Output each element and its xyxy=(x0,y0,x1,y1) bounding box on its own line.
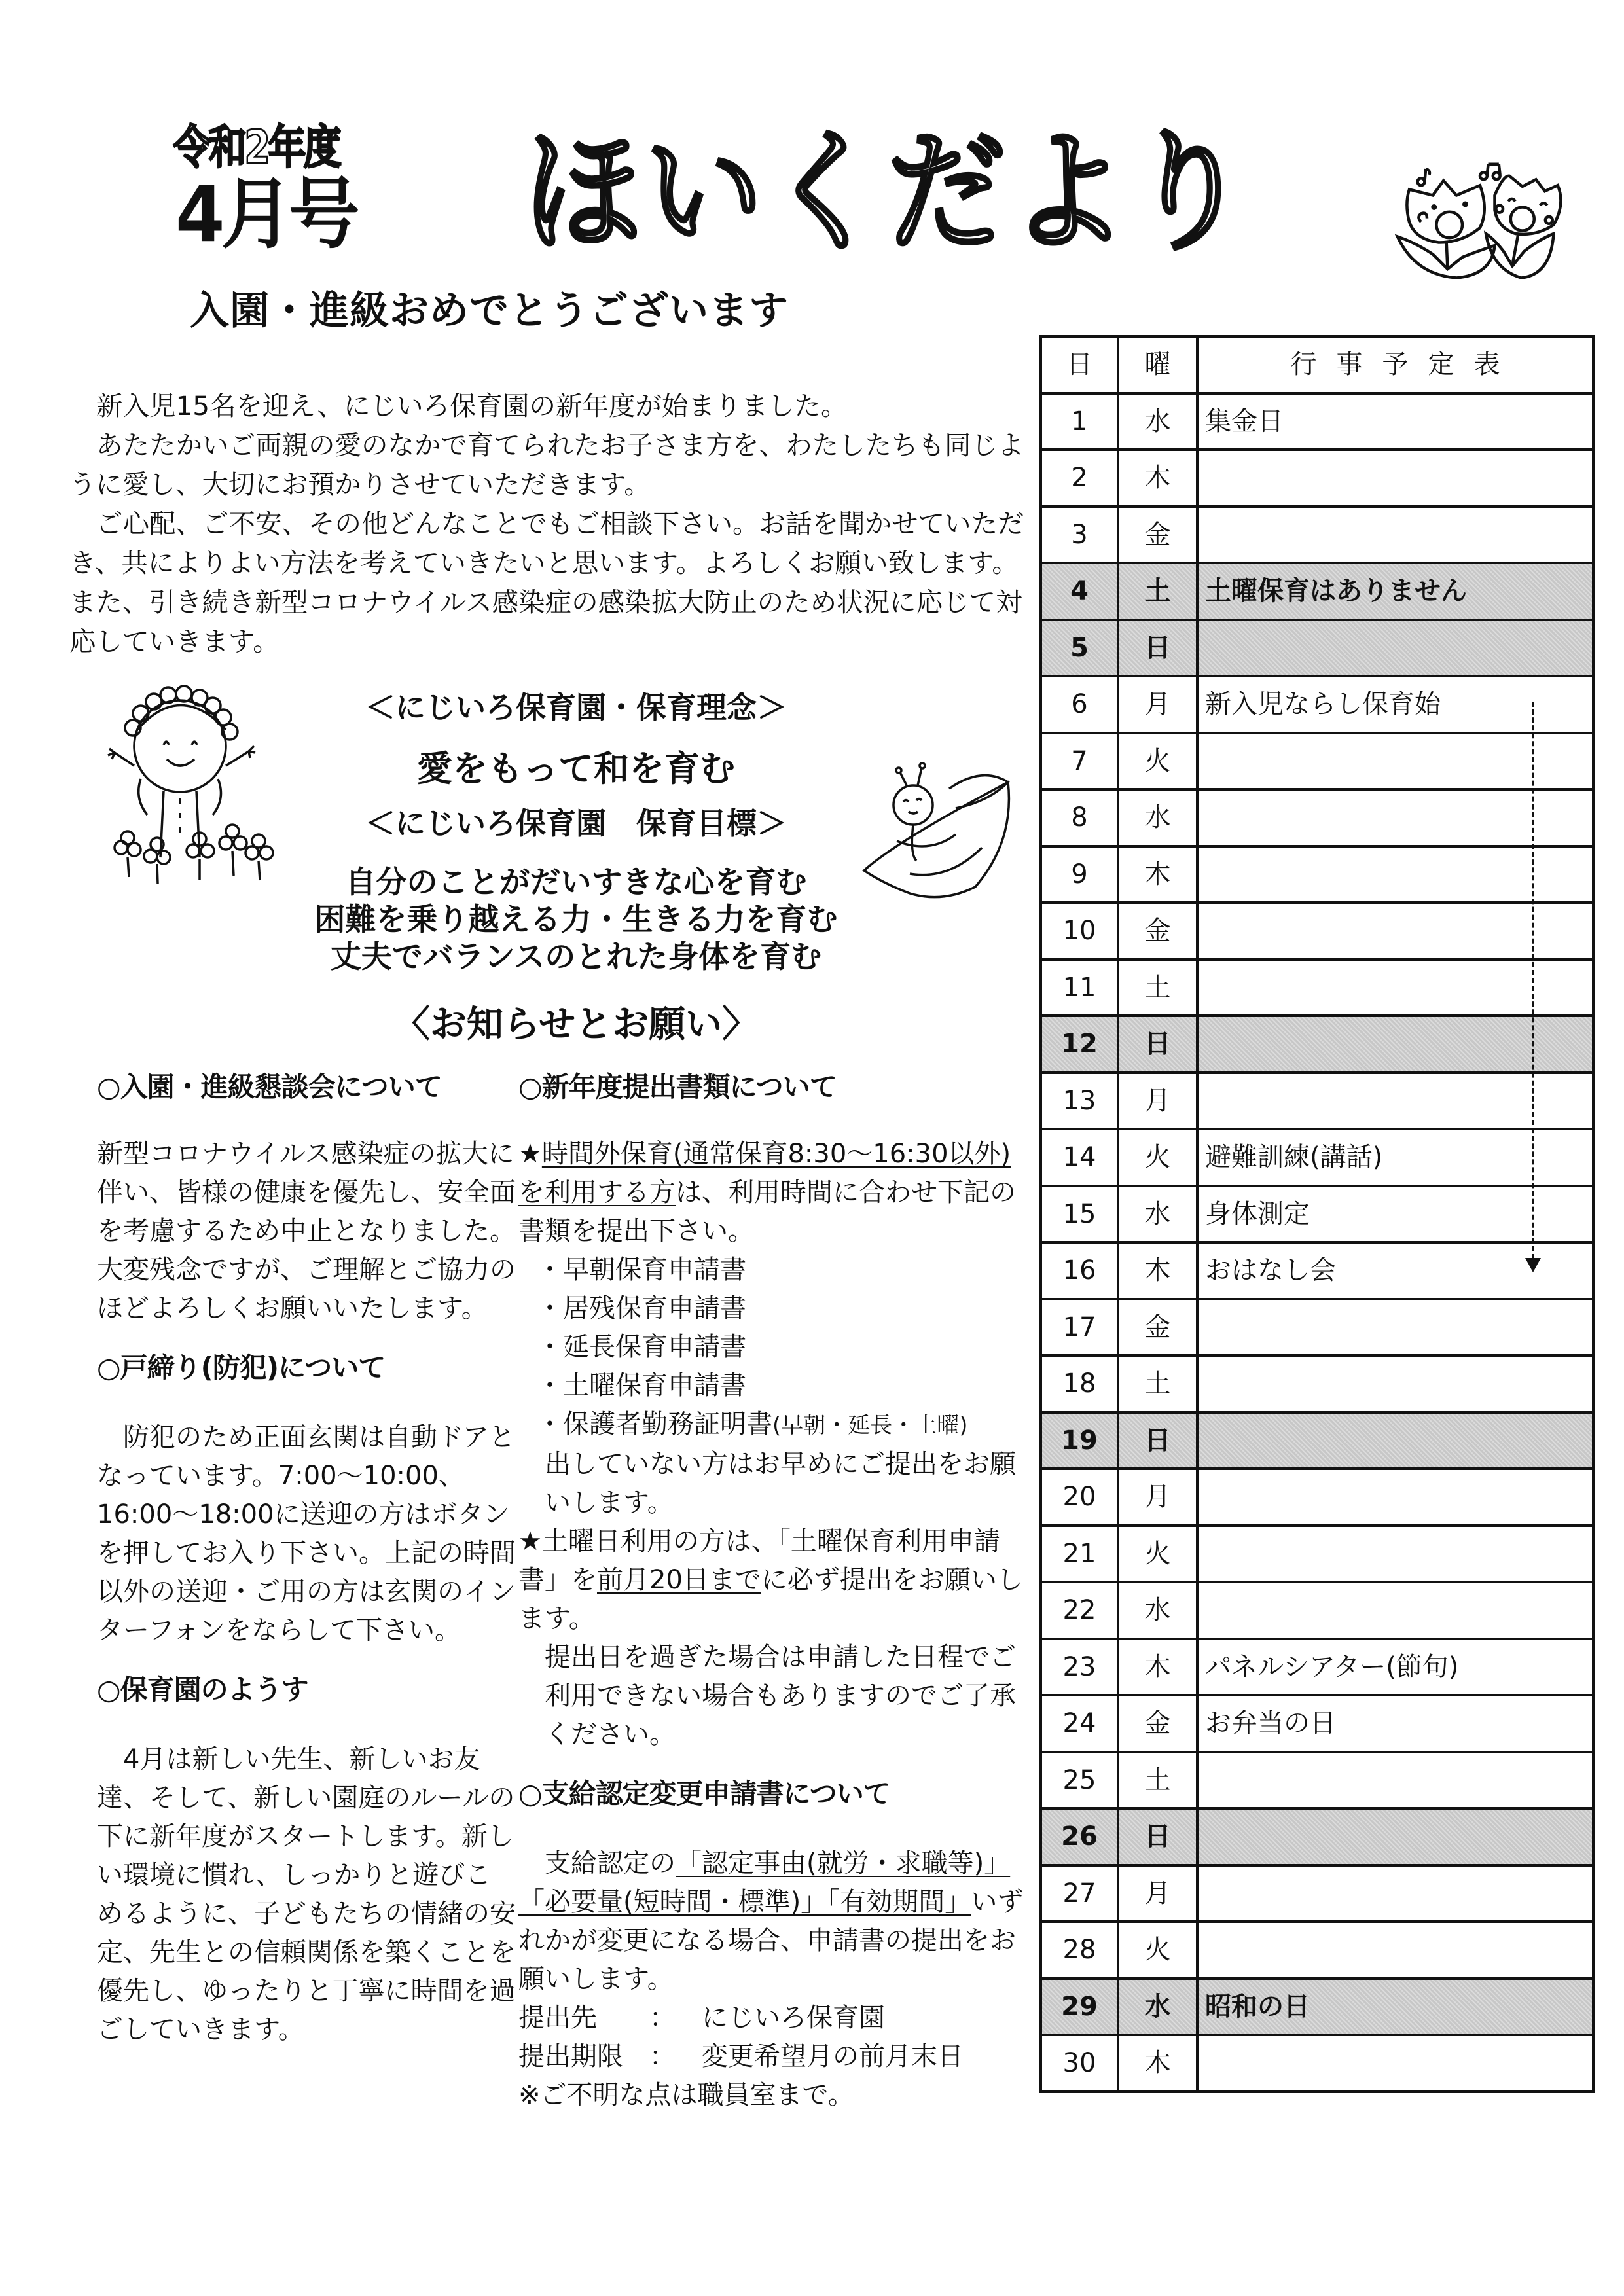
schedule-day-cell: 25 xyxy=(1041,1752,1118,1809)
greeting-paragraph: ご心配、ご不安、その他どんなことでもご相談下さい。お話を聞かせていただき、共によりよい方法を考えていきたいと思います。よろしくお願い致します。また、引き続き新型コロナウイルス感染症の感染拡大防止のため状況に応じて対応していきます。 xyxy=(69,508,1024,657)
documents-form-item: ・延長保育申請書 xyxy=(537,1332,746,1362)
documents-form-item: ・早朝保育申請書 xyxy=(537,1255,746,1285)
documents-hours-underlined: 時間外保育(通常保育8:30～16:30以外)を利用する方 xyxy=(518,1139,1011,1208)
greeting-title: 入園・進級おめでとうございます xyxy=(190,288,789,334)
schedule-event-cell: 集金日 xyxy=(1197,393,1593,450)
schedule-event-cell xyxy=(1197,1582,1593,1639)
schedule-weekday-cell: 火 xyxy=(1118,1526,1197,1583)
schedule-event-cell: 身体測定 xyxy=(1197,1186,1593,1243)
schedule-row xyxy=(1041,1695,1593,1752)
schedule-row xyxy=(1041,1979,1593,2036)
schedule-weekday-cell: 火 xyxy=(1118,1922,1197,1979)
star-icon: ★ xyxy=(518,1526,542,1556)
benefit-conditions-underlined: 「認定事由(就労・求職等)」「必要量(短時間・標準)」「有効期間」 xyxy=(518,1848,1011,1917)
employment-certificate-label: ・保護者勤務証明書 xyxy=(537,1409,772,1439)
contact-note: ※ご不明な点は職員室まで。 xyxy=(518,2080,854,2110)
schedule-day-cell: 4 xyxy=(1041,563,1118,620)
header-day: 日 xyxy=(1041,336,1118,393)
schedule-weekday-cell: 木 xyxy=(1118,1639,1197,1696)
schedule-weekday-cell: 金 xyxy=(1118,903,1197,960)
schedule-weekday-cell: 金 xyxy=(1118,1695,1197,1752)
schedule-day-cell: 5 xyxy=(1041,620,1118,677)
schedule-row xyxy=(1041,1016,1593,1073)
notices-column-right xyxy=(518,1073,1036,2115)
schedule-weekday-cell: 水 xyxy=(1118,789,1197,846)
schedule-day-cell: 19 xyxy=(1041,1412,1118,1469)
documents-saturday-note: ★土曜日利用の方は、「土曜保育利用申請書」を前月20日までに必ず提出をお願いします。 xyxy=(518,1526,1023,1634)
header-events: 行事予定表 xyxy=(1197,336,1593,393)
schedule-event-cell: 避難訓練(講話) xyxy=(1197,1129,1593,1186)
schedule-row xyxy=(1041,789,1593,846)
schedule-weekday-cell: 土 xyxy=(1118,563,1197,620)
schedule-day-cell: 16 xyxy=(1041,1242,1118,1299)
schedule-row xyxy=(1041,1299,1593,1356)
schedule-day-cell: 10 xyxy=(1041,903,1118,960)
schedule-day-cell: 8 xyxy=(1041,789,1118,846)
event-schedule-table xyxy=(1039,335,1595,2093)
schedule-row xyxy=(1041,846,1593,903)
meeting-section-body: 新型コロナウイルス感染症の拡大に伴い、皆様の健康を優先し、安全面を考慮するため中止となりました。大変残念ですが、ご理解とご協力のほどよろしくお願いいたします。 xyxy=(97,1139,516,1323)
documents-hours-note xyxy=(518,1135,1036,1251)
schedule-weekday-cell: 水 xyxy=(1118,1186,1197,1243)
schedule-row xyxy=(1041,393,1593,450)
schedule-event-cell xyxy=(1197,1469,1593,1526)
schedule-event-cell xyxy=(1197,1526,1593,1583)
schedule-weekday-cell: 水 xyxy=(1118,1582,1197,1639)
schedule-day-cell: 27 xyxy=(1041,1865,1118,1922)
schedule-day-cell: 26 xyxy=(1041,1808,1118,1865)
schedule-event-cell xyxy=(1197,507,1593,564)
schedule-day-cell: 17 xyxy=(1041,1299,1118,1356)
schedule-day-cell: 6 xyxy=(1041,676,1118,733)
schedule-weekday-cell: 日 xyxy=(1118,1412,1197,1469)
fiscal-year-label: 令和2年度 xyxy=(173,120,340,174)
schedule-row xyxy=(1041,563,1593,620)
greeting-paragraph: 新入児15名を迎え、にじいろ保育園の新年度が始まりました。 xyxy=(96,390,848,422)
benefit-section-body: 支給認定の「認定事由(就労・求職等)」「必要量(短時間・標準)」「有効期間」いずれかが変更になる場合、申請書の提出をお願いします。 xyxy=(518,1848,1024,1994)
goal-item: 自分のことがだいすきな心を育む xyxy=(345,865,807,901)
schedule-row xyxy=(1041,1922,1593,1979)
schedule-row xyxy=(1041,620,1593,677)
philosophy-heading: ＜にじいろ保育園・保育理念＞ xyxy=(365,690,787,725)
schedule-day-cell: 1 xyxy=(1041,393,1118,450)
schedule-row xyxy=(1041,1242,1593,1299)
schedule-row xyxy=(1041,2035,1593,2092)
philosophy-motto: 愛をもって和を育む xyxy=(417,748,735,789)
schedule-weekday-cell: 木 xyxy=(1118,1242,1197,1299)
schedule-day-cell: 20 xyxy=(1041,1469,1118,1526)
schedule-day-cell: 22 xyxy=(1041,1582,1118,1639)
schedule-row xyxy=(1041,1808,1593,1865)
schedule-day-cell: 30 xyxy=(1041,2035,1118,2092)
schedule-event-cell xyxy=(1197,1808,1593,1865)
schedule-weekday-cell: 土 xyxy=(1118,1355,1197,1412)
goal-item: 丈夫でバランスのとれた身体を育む xyxy=(330,939,822,975)
notices-heading: 〈お知らせとお願い〉 xyxy=(393,1003,759,1046)
schedule-weekday-cell: 木 xyxy=(1118,2035,1197,2092)
schedule-event-cell: 昭和の日 xyxy=(1197,1979,1593,2036)
documents-form-item xyxy=(518,1405,1036,1445)
schedule-day-cell: 28 xyxy=(1041,1922,1118,1979)
schedule-row xyxy=(1041,1752,1593,1809)
schedule-event-cell: お弁当の日 xyxy=(1197,1695,1593,1752)
schedule-row xyxy=(1041,1073,1593,1130)
schedule-weekday-cell: 木 xyxy=(1118,846,1197,903)
schedule-event-cell xyxy=(1197,1355,1593,1412)
schedule-row xyxy=(1041,1129,1593,1186)
deadline-row: 提出期限 ： 変更希望月の前月末日 xyxy=(518,2041,964,2072)
schedule-day-cell: 14 xyxy=(1041,1129,1118,1186)
schedule-event-cell xyxy=(1197,1752,1593,1809)
schedule-weekday-cell: 水 xyxy=(1118,393,1197,450)
nursery-section-heading: ○保育園のようす xyxy=(97,1674,308,1706)
schedule-weekday-cell: 金 xyxy=(1118,1299,1197,1356)
schedule-row xyxy=(1041,1526,1593,1583)
schedule-event-cell xyxy=(1197,1865,1593,1922)
notices-column-left xyxy=(97,1073,516,2049)
schedule-weekday-cell: 月 xyxy=(1118,1469,1197,1526)
schedule-row xyxy=(1041,1412,1593,1469)
schedule-row xyxy=(1041,960,1593,1016)
schedule-event-cell xyxy=(1197,2035,1593,2092)
schedule-header-row xyxy=(1041,336,1593,393)
documents-section-heading: ○新年度提出書類について xyxy=(518,1071,837,1103)
submit-to-row: 提出先 ： にじいろ保育園 xyxy=(518,2003,885,2033)
schedule-weekday-cell: 日 xyxy=(1118,620,1197,677)
schedule-day-cell: 15 xyxy=(1041,1186,1118,1243)
star-icon: ★ xyxy=(518,1139,542,1169)
newsletter-title: ほいくだより xyxy=(524,117,1252,269)
schedule-row xyxy=(1041,450,1593,507)
schedule-event-cell: パネルシアター(節句) xyxy=(1197,1639,1593,1696)
schedule-event-cell xyxy=(1197,620,1593,677)
schedule-weekday-cell: 日 xyxy=(1118,1016,1197,1073)
schedule-row xyxy=(1041,903,1593,960)
greeting-body xyxy=(69,386,1041,661)
documents-form-item: ・土曜保育申請書 xyxy=(537,1371,746,1401)
schedule-day-cell: 2 xyxy=(1041,450,1118,507)
schedule-weekday-cell: 土 xyxy=(1118,1752,1197,1809)
schedule-event-cell xyxy=(1197,1299,1593,1356)
schedule-weekday-cell: 月 xyxy=(1118,676,1197,733)
goal-item: 困難を乗り越える力・生きる力を育む xyxy=(314,902,838,938)
schedule-row xyxy=(1041,1355,1593,1412)
schedule-weekday-cell: 月 xyxy=(1118,1865,1197,1922)
goals-list xyxy=(249,864,903,976)
schedule-event-cell: 土曜保育はありません xyxy=(1197,563,1593,620)
schedule-weekday-cell: 日 xyxy=(1118,1808,1197,1865)
documents-forms-note: 出していない方はお早めにご提出をお願いします。 xyxy=(545,1449,1016,1518)
issue-month-label: 4月号 xyxy=(175,169,357,259)
duration-dashed-line xyxy=(1532,702,1534,1259)
schedule-day-cell: 13 xyxy=(1041,1073,1118,1130)
schedule-day-cell: 18 xyxy=(1041,1355,1118,1412)
schedule-weekday-cell: 月 xyxy=(1118,1073,1197,1130)
schedule-weekday-cell: 火 xyxy=(1118,1129,1197,1186)
security-section-body: 防犯のため正面玄関は自動ドアとなっています。7:00～10:00、16:00～18:00に送迎の方はボタンを押してお入り下さい。上記の時間以外の送迎・ご用の方は玄関のインターフォンをならして下さい。 xyxy=(97,1422,516,1645)
schedule-row xyxy=(1041,1582,1593,1639)
schedule-row xyxy=(1041,733,1593,790)
schedule-weekday-cell: 木 xyxy=(1118,450,1197,507)
schedule-event-cell: おはなし会 xyxy=(1197,1242,1593,1299)
schedule-event-cell: 新入児ならし保育始 xyxy=(1197,676,1593,733)
schedule-day-cell: 24 xyxy=(1041,1695,1118,1752)
schedule-row xyxy=(1041,507,1593,564)
security-section-heading: ○戸締り(防犯)について xyxy=(97,1352,386,1384)
benefit-section-heading: ○支給認定変更申請書について xyxy=(518,1778,890,1810)
documents-form-item: ・居残保育申請書 xyxy=(537,1293,746,1323)
schedule-weekday-cell: 水 xyxy=(1118,1979,1197,2036)
schedule-row xyxy=(1041,1865,1593,1922)
schedule-day-cell: 9 xyxy=(1041,846,1118,903)
goals-heading: ＜にじいろ保育園 保育目標＞ xyxy=(365,806,787,841)
schedule-row xyxy=(1041,1469,1593,1526)
schedule-day-cell: 29 xyxy=(1041,1979,1118,2036)
schedule-day-cell: 7 xyxy=(1041,733,1118,790)
schedule-day-cell: 21 xyxy=(1041,1526,1118,1583)
greeting-paragraph: あたたかいご両親の愛のなかで育てられたお子さま方を、わたしたちも同じように愛し、大切にお預かりさせていただきます。 xyxy=(69,429,1024,500)
schedule-row xyxy=(1041,676,1593,733)
schedule-day-cell: 3 xyxy=(1041,507,1118,564)
schedule-row xyxy=(1041,1639,1593,1696)
schedule-event-cell xyxy=(1197,450,1593,507)
employment-certificate-note: (早朝・延長・土曜) xyxy=(772,1412,968,1439)
schedule-day-cell: 23 xyxy=(1041,1639,1118,1696)
documents-hours-rest: は、利用時間に合わせ下記の書類を提出下さい。 xyxy=(518,1177,1016,1246)
singing-tulips-icon xyxy=(1368,137,1604,295)
saturday-deadline-underlined: 前月20日まで xyxy=(597,1565,761,1595)
schedule-weekday-cell: 土 xyxy=(1118,960,1197,1016)
schedule-event-cell xyxy=(1197,1412,1593,1469)
schedule-day-cell: 11 xyxy=(1041,960,1118,1016)
header-weekday: 曜 xyxy=(1118,336,1197,393)
schedule-day-cell: 12 xyxy=(1041,1016,1118,1073)
documents-late-note: 提出日を過ぎた場合は申請した日程でご利用できない場合もありますのでご了承ください。 xyxy=(545,1642,1016,1749)
arrow-down-icon xyxy=(1525,1258,1541,1272)
schedule-weekday-cell: 金 xyxy=(1118,507,1197,564)
schedule-row xyxy=(1041,1186,1593,1243)
meeting-section-heading: ○入園・進級懇談会について xyxy=(97,1071,442,1103)
schedule-weekday-cell: 火 xyxy=(1118,733,1197,790)
schedule-event-cell xyxy=(1197,1922,1593,1979)
nursery-section-body: 4月は新しい先生、新しいお友達、そして、新しい園庭のルールの下に新年度がスタートします。新しい環境に慣れ、しっかりと遊びこめるように、子どもたちの情緒の安定、先生との信頼関係を築くことを優先し、ゆったりと丁寧に時間を過ごしていきます。 xyxy=(97,1744,516,2045)
